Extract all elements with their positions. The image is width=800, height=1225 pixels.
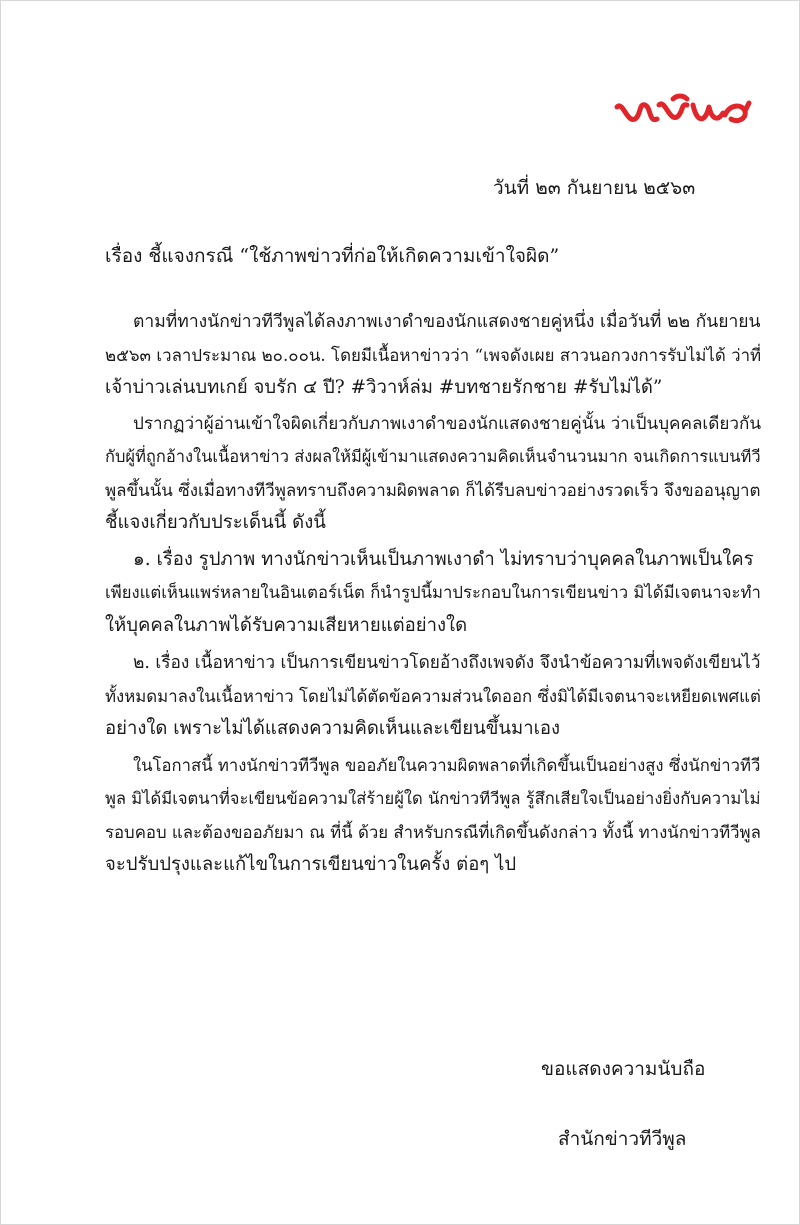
body-line: ตามที่ทางนักข่าวทีวีพูลได้ลงภาพเงาดำของนักแสดงชายคู่หนึ่ง เมื่อวันที่ ๒๒ กันยายน <box>133 312 761 332</box>
body-line: อย่างใด เพราะไม่ได้แสดงความคิดเห็นและเขียนขึ้นมาเอง <box>105 718 561 739</box>
letter-closing: ขอแสดงความนับถือ <box>541 1058 706 1080</box>
body-line: พูล มิได้มีเจตนาที่จะเขียนข้อความใส่ร้ายผู้ใด นักข่าวทีวีพูล รู้สึกเสียใจเป็นอย่างยิ่งกับความไม่ <box>105 789 761 808</box>
body-line: กับผู้ที่ถูกอ้างในเนื้อหาข่าว ส่งผลให้มีผู้เข้ามาแสดงความคิดเห็นจำนวนมาก จนเกิดการแบนทีวี <box>105 447 761 466</box>
tvpool-logo-icon <box>613 93 753 129</box>
body-line: ๒๕๖๓ เวลาประมาณ ๒๐.๐๐น. โดยมีเนื้อหาข่าวว่า “เพจดังเผย สาวนอกวงการรับไม่ได้ ว่าที่ <box>105 345 762 365</box>
letter-signature: สำนักข่าวทีวีพูล <box>558 1128 687 1150</box>
body-line: ๒. เรื่อง เนื้อหาข่าว เป็นการเขียนข่าวโดยอ้างถึงเพจดัง จึงนำข้อความที่เพจดังเขียนไว้ <box>133 653 761 673</box>
body-line: ทั้งหมดมาลงในเนื้อหาข่าว โดยไม่ได้ตัดข้อความส่วนใดออก ซึ่งมิได้มีเจตนาจะเหยียดเพศแต่ <box>105 686 761 706</box>
body-line: ปรากฏว่าผู้อ่านเข้าใจผิดเกี่ยวกับภาพเงาดำของนักแสดงชายคู่นั้น ว่าเป็นบุคคลเดียวกัน <box>133 414 762 434</box>
letter-subject: เรื่อง ชี้แจงกรณี “ใช้ภาพข่าวที่ก่อให้เกิดความเข้าใจผิด” <box>105 245 560 267</box>
body-line: เจ้าบ่าวเล่นบทเกย์ จบรัก ๔ ปี? #วิวาห์ล่ม #บทชายรักชาย #รับไม่ได้” <box>105 377 663 398</box>
body-line: ชี้แจงเกี่ยวกับประเด็นนี้ ดังนี้ <box>105 512 326 533</box>
body-line: จะปรับปรุงและแก้ไขในการเขียนข่าวในครั้ง ต่อๆ ไป <box>105 854 517 875</box>
body-line: เพียงแต่เห็นแพร่หลายในอินเตอร์เน็ต ก็นำรูปนี้มาประกอบในการเขียนข่าว มิได้มีเจตนาจะทำ <box>105 583 761 602</box>
tvpool-logo <box>613 93 753 129</box>
body-line: รอบคอบ และต้องขออภัยมา ณ ที่นี้ ด้วย สำหรับกรณีที่เกิดขึ้นดังกล่าว ทั้งนี้ ทางนักข่าวทีวีพูล <box>105 822 761 842</box>
letter-date: วันที่ ๒๓ กันยายน ๒๕๖๓ <box>493 177 696 199</box>
body-line: ในโอกาสนี้ ทางนักข่าวทีวีพูล ขออภัยในความผิดพลาดที่เกิดขึ้นเป็นอย่างสูง ซึ่งนักข่าวทีวี <box>133 756 761 775</box>
body-line: ๑. เรื่อง รูปภาพ ทางนักข่าวเห็นเป็นภาพเงาดำ ไม่ทราบว่าบุคคลในภาพเป็นใคร <box>133 549 754 570</box>
body-line: ให้บุคคลในภาพได้รับความเสียหายแต่อย่างใด <box>105 615 468 636</box>
body-line: พูลขึ้นนั้น ซึ่งเมื่อทางทีวีพูลทราบถึงความผิดพลาด ก็ได้รีบลบข่าวอย่างรวดเร็ว จึงขออนุญาต <box>105 480 761 500</box>
